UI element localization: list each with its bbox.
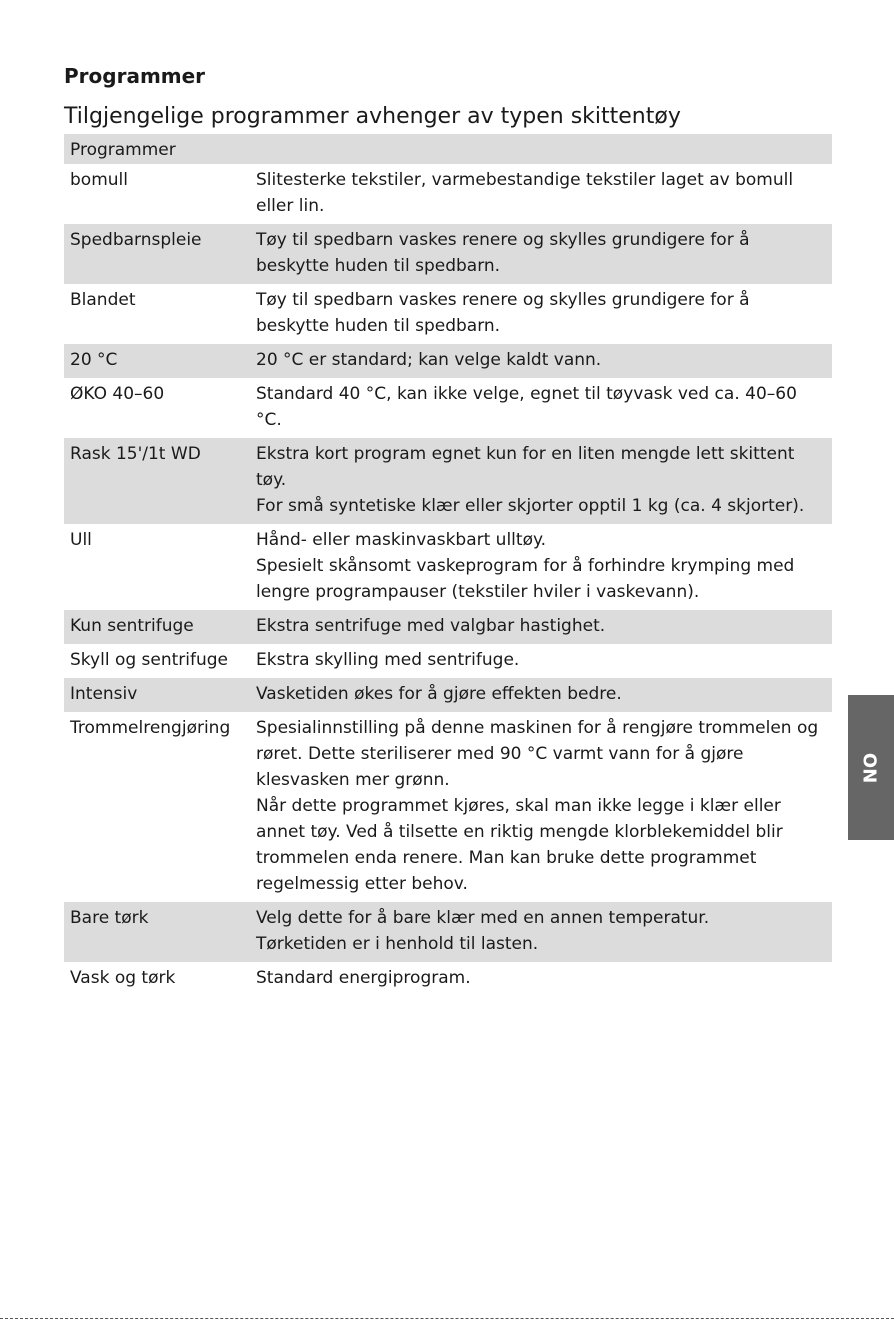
description-text: Ekstra sentrifuge med valgbar hastighet. xyxy=(256,616,606,636)
table-row xyxy=(64,712,832,902)
programs-table xyxy=(64,134,832,996)
description-text: Tøy til spedbarn vaskes renere og skylles grundigere for å beskytte huden til spedbarn. xyxy=(256,230,750,276)
description-text: Tørketiden er i henhold til lasten. xyxy=(256,934,539,954)
program-description xyxy=(250,962,832,996)
table-header-empty xyxy=(250,134,832,164)
language-tab xyxy=(848,695,894,840)
program-description xyxy=(250,524,832,610)
table-header: Programmer xyxy=(64,134,250,164)
program-description xyxy=(250,344,832,378)
table-row xyxy=(64,610,832,644)
table-row xyxy=(64,164,832,224)
program-description xyxy=(250,224,832,284)
description-text: Ekstra kort program egnet kun for en liten mengde lett skittent tøy. xyxy=(256,444,795,490)
program-name: ØKO 40–60 xyxy=(70,384,165,404)
program-name: Rask 15'/1t WD xyxy=(64,438,250,524)
page-bottom-rule xyxy=(0,1318,894,1319)
table-row xyxy=(64,284,832,344)
program-description xyxy=(250,610,832,644)
table-row xyxy=(64,378,832,438)
program-name: Ull xyxy=(70,530,92,550)
page-title: Programmer xyxy=(64,64,206,88)
program-name: Blandet xyxy=(70,290,136,310)
program-name: Intensiv xyxy=(64,678,250,712)
program-description xyxy=(250,678,832,712)
page-subtitle: Tilgjengelige programmer avhenger av typen skittentøy xyxy=(64,104,681,129)
table-row xyxy=(64,524,832,610)
description-text: Slitesterke tekstiler, varmebestandige tekstiler laget av bomull eller lin. xyxy=(256,170,794,216)
description-text: Tøy til spedbarn vaskes renere og skylles grundigere for å beskytte huden til spedbarn. xyxy=(256,290,750,336)
table-row xyxy=(64,678,832,712)
description-text: Hånd- eller maskinvaskbart ulltøy. xyxy=(256,530,547,550)
program-description xyxy=(250,712,832,902)
language-tab-label: NO xyxy=(860,752,882,783)
table-header-row xyxy=(64,134,832,164)
program-description xyxy=(250,902,832,962)
program-name: bomull xyxy=(70,170,128,190)
description-text: Ekstra skylling med sentrifuge. xyxy=(256,650,520,670)
table-row xyxy=(64,438,832,524)
program-name: Spedbarnspleie xyxy=(64,224,250,284)
table-row xyxy=(64,962,832,996)
program-description xyxy=(250,164,832,224)
description-text: Standard 40 °C, kan ikke velge, egnet til tøyvask ved ca. 40–60 °C. xyxy=(256,384,797,430)
table-row xyxy=(64,344,832,378)
description-text: Når dette programmet kjøres, skal man ikke legge i klær eller annet tøy. Ved å tilsette en riktig mengde klorblekemiddel blir trommelen enda renere. Man kan bruke dette programmet regelmessig etter behov. xyxy=(256,796,783,894)
program-name: Vask og tørk xyxy=(70,968,176,988)
description-text: Velg dette for å bare klær med en annen temperatur. xyxy=(256,908,710,928)
description-text: Standard energiprogram. xyxy=(256,968,471,988)
program-name: Trommelrengjøring xyxy=(70,718,231,738)
table-row xyxy=(64,224,832,284)
table-row xyxy=(64,902,832,962)
program-description xyxy=(250,438,832,524)
program-name: Kun sentrifuge xyxy=(64,610,250,644)
description-text: 20 °C er standard; kan velge kaldt vann. xyxy=(256,350,602,370)
program-description xyxy=(250,644,832,678)
program-name: Skyll og sentrifuge xyxy=(70,650,229,670)
program-description xyxy=(250,284,832,344)
description-text: Vasketiden økes for å gjøre effekten bedre. xyxy=(256,684,622,704)
program-description xyxy=(250,378,832,438)
description-text: Spesialinnstilling på denne maskinen for å rengjøre trommelen og røret. Dette steriliserer med 90 °C varmt vann for å gjøre klesvasken mer grønn. xyxy=(256,718,819,790)
description-text: For små syntetiske klær eller skjorter opptil 1 kg (ca. 4 skjorter). xyxy=(256,496,805,516)
program-name: Bare tørk xyxy=(64,902,250,962)
table-row xyxy=(64,644,832,678)
description-text: Spesielt skånsomt vaskeprogram for å forhindre krymping med lengre programpauser (tekstiler hviler i vaskevann). xyxy=(256,556,795,602)
program-name: 20 °C xyxy=(64,344,250,378)
